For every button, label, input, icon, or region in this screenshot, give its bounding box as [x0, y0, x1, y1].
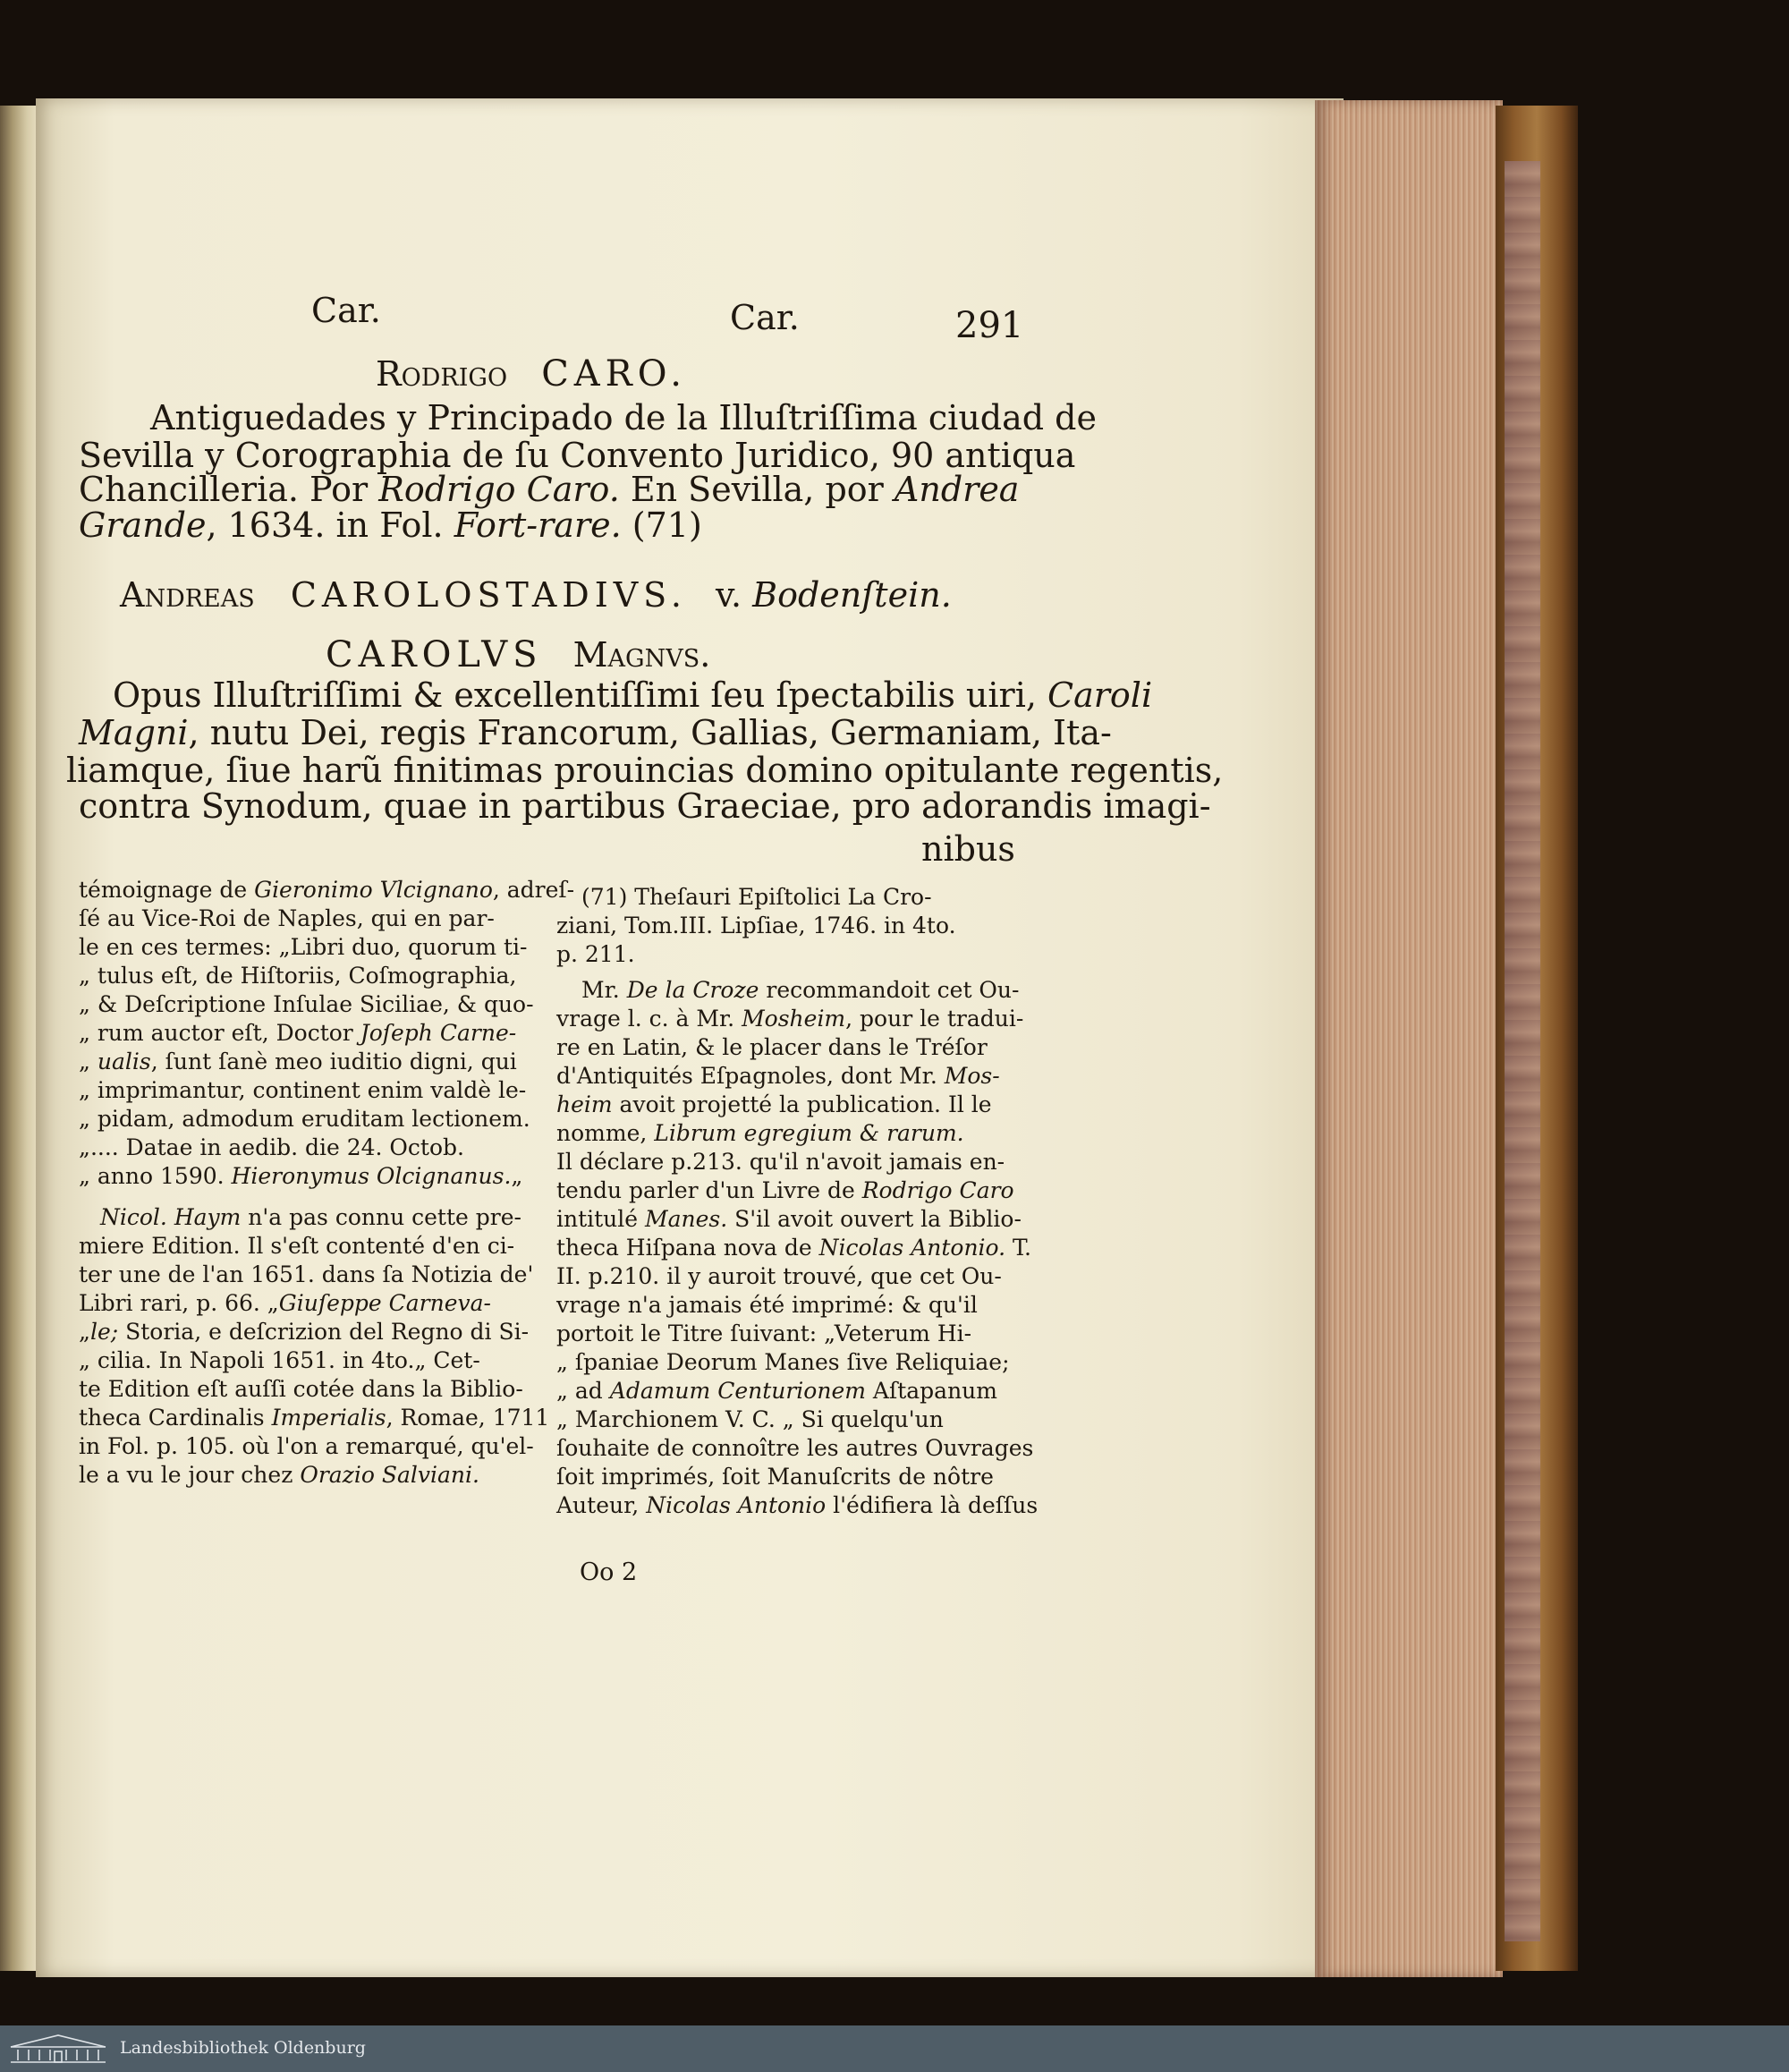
note-line: ſoit imprimés, ſoit Manuſcrits de nôtre: [556, 1464, 994, 1490]
note-line: ter une de l'an 1651. dans ſa Notizia de': [79, 1261, 534, 1287]
note-line: intitulé Manes. S'il avoit ouvert la Biblio-: [556, 1206, 1022, 1232]
carolus-line-5: nibus: [921, 829, 1015, 869]
note-line: „ rum auctor eſt, Doctor Joſeph Carne-: [79, 1020, 517, 1046]
heading-name: CAROLVS: [326, 634, 543, 675]
heading-surname: CAROLOSTADIVS.: [290, 575, 687, 615]
note-line: heim avoit projetté la publication. Il le: [556, 1091, 992, 1117]
caro-printer-first: Andrea: [894, 470, 1020, 509]
caro-line-3: [79, 470, 1020, 509]
note-line: „ ſpaniae Deorum Manes ſive Reliquiae;: [556, 1349, 1010, 1375]
page-block-edge: [1315, 100, 1503, 1977]
note-line: II. p.210. il y auroit trouvé, que cet Ou-: [556, 1263, 1002, 1289]
note-line: portoit le Titre ſuivant: „Veterum Hi-: [556, 1320, 972, 1346]
cross-reference-name: Bodenſtein.: [752, 575, 952, 615]
note-line: Il déclare p.213. qu'il n'avoit jamais en-: [556, 1149, 1005, 1175]
note-line: ſouhaite de connoître les autres Ouvrages: [556, 1435, 1034, 1461]
note-line: te Edition eſt auſſi cotée dans la Biblio-: [79, 1376, 523, 1402]
note-line: vrage l. c. à Mr. Mosheim, pour le tradui-: [556, 1006, 1024, 1032]
note-line: „le; Storia, e deſcrizion del Regno di Si-: [79, 1319, 530, 1345]
note-line: d'Antiquités Eſpagnoles, dont Mr. Mos-: [556, 1063, 1000, 1089]
note-line: „ imprimantur, continent enim valdè le-: [79, 1077, 527, 1103]
library-building-icon: [7, 2033, 109, 2065]
entry-heading-carolostadius: [120, 575, 952, 615]
note-line: p. 211.: [556, 941, 635, 967]
note-line: Auteur, Nicolas Antonio l'édifiera là deſſus: [556, 1492, 1039, 1518]
caro-line-2: Sevilla y Corographia de ſu Convento Juridico, 90 antiqua: [79, 436, 1076, 475]
note-line: ziani, Tom.III. Lipſiae, 1746. in 4to.: [556, 913, 956, 938]
note-line: vrage n'a jamais été imprimé: & qu'il: [556, 1292, 978, 1318]
note-line: „ anno 1590. Hieronymus Olcignanus.„: [79, 1163, 523, 1189]
note-line: „ cilia. In Napoli 1651. in 4to.„ Cet-: [79, 1347, 480, 1373]
heading-firstname: Andreas: [120, 575, 255, 615]
heading-surname: CARO.: [541, 353, 687, 395]
note-line: „ tulus eſt, de Hiſtoriis, Coſmographia,: [79, 963, 517, 989]
left-page-edge: [0, 106, 36, 1971]
note-line: in Fol. p. 105. où l'on a remarqué, qu'el-: [79, 1433, 534, 1459]
note-line: „ Marchionem V. C. „ Si quelqu'un: [556, 1406, 944, 1432]
note-line: le a vu le jour chez Orazio Salviani.: [79, 1462, 479, 1488]
note-line: témoignage de Gieronimo Vlcignano, adreſ-: [79, 877, 575, 903]
carolus-line-3: liamque, ſiue harũ finitimas prouincias domino opitulante regentis,: [66, 751, 1224, 790]
running-head-left: Car.: [311, 291, 381, 330]
note-line: (71) Theſauri Epiſtolici La Cro-: [581, 884, 932, 910]
note-line: re en Latin, & le placer dans le Tréſor: [556, 1034, 988, 1060]
heading-firstname: Rodrigo: [376, 354, 508, 394]
note-line: theca Cardinalis Imperialis, Romae, 1711: [79, 1405, 550, 1431]
carolus-line-2-text: , nutu Dei, regis Francorum, Gallias, Germaniam, Ita-: [188, 713, 1112, 752]
running-head-center: Car.: [730, 298, 800, 337]
note-line: Libri rari, p. 66. „Giuſeppe Carneva-: [79, 1290, 491, 1316]
note-line: Mr. De la Croze recommandoit cet Ou-: [581, 977, 1020, 1003]
note-line: Nicol. Haym n'a pas connu cette pre-: [100, 1204, 521, 1230]
note-line: theca Hiſpana nova de Nicolas Antonio. T.: [556, 1235, 1032, 1261]
caro-line-3-place: En Sevilla, por: [619, 470, 894, 509]
caro-author-name: Rodrigo Caro.: [378, 470, 620, 509]
caro-rarity: Fort-rare.: [454, 505, 622, 545]
caro-line-3-text: Chancilleria. Por: [79, 470, 379, 509]
note-line: „ ad Adamum Centurionem Aſtapanum: [556, 1378, 997, 1404]
caro-imprint: , 1634. in Fol.: [206, 505, 454, 545]
carolus-line-1-text: Opus Illuſtriſſimi & excellentiſſimi ſeu ſpectabilis uiri,: [113, 675, 1048, 715]
entry-heading-caro: [376, 353, 687, 395]
carolus-name-2: Magni: [79, 713, 189, 752]
note-line: miere Edition. Il s'eſt contenté d'en ci-: [79, 1233, 515, 1259]
note-line: nomme, Librum egregium & rarum.: [556, 1120, 964, 1146]
note-line: ſé au Vice-Roi de Naples, qui en par-: [79, 905, 495, 931]
footer-bar: [0, 2025, 1789, 2072]
carolus-line-2: [79, 713, 1112, 752]
note-line: „.... Datae in aedib. die 24. Octob.: [79, 1134, 464, 1160]
carolus-name: Caroli: [1047, 675, 1153, 715]
marbled-edge: [1505, 161, 1540, 1941]
note-line: „ ualis, ſunt ſanè meo iuditio digni, qui: [79, 1049, 517, 1074]
carolus-line-4: contra Synodum, quae in partibus Graeciae, pro adorandis imagi-: [79, 786, 1211, 826]
caro-printer-last: Grande: [79, 505, 207, 545]
note-line: le en ces termes: „Libri duo, quorum ti-: [79, 934, 528, 960]
library-name: Landesbibliothek Oldenburg: [120, 2038, 366, 2058]
heading-epithet: Magnvs.: [572, 635, 711, 675]
carolus-line-1: [113, 675, 1153, 715]
note-line: „ pidam, admodum eruditam lectionem.: [79, 1106, 530, 1132]
caro-line-4: [79, 505, 702, 545]
caro-line-1: Antiguedades y Principado de la Illuſtriſſima ciudad de: [150, 398, 1097, 437]
note-line: tendu parler d'un Livre de Rodrigo Caro: [556, 1177, 1014, 1203]
page-number: 291: [955, 305, 1024, 346]
entry-heading-carolus: [326, 634, 711, 675]
cross-reference: v.: [716, 575, 753, 615]
signature-mark: Oo 2: [580, 1558, 638, 1586]
caro-note-ref: (71): [621, 505, 702, 545]
note-line: „ & Deſcriptione Inſulae Siciliae, & quo-: [79, 991, 534, 1017]
